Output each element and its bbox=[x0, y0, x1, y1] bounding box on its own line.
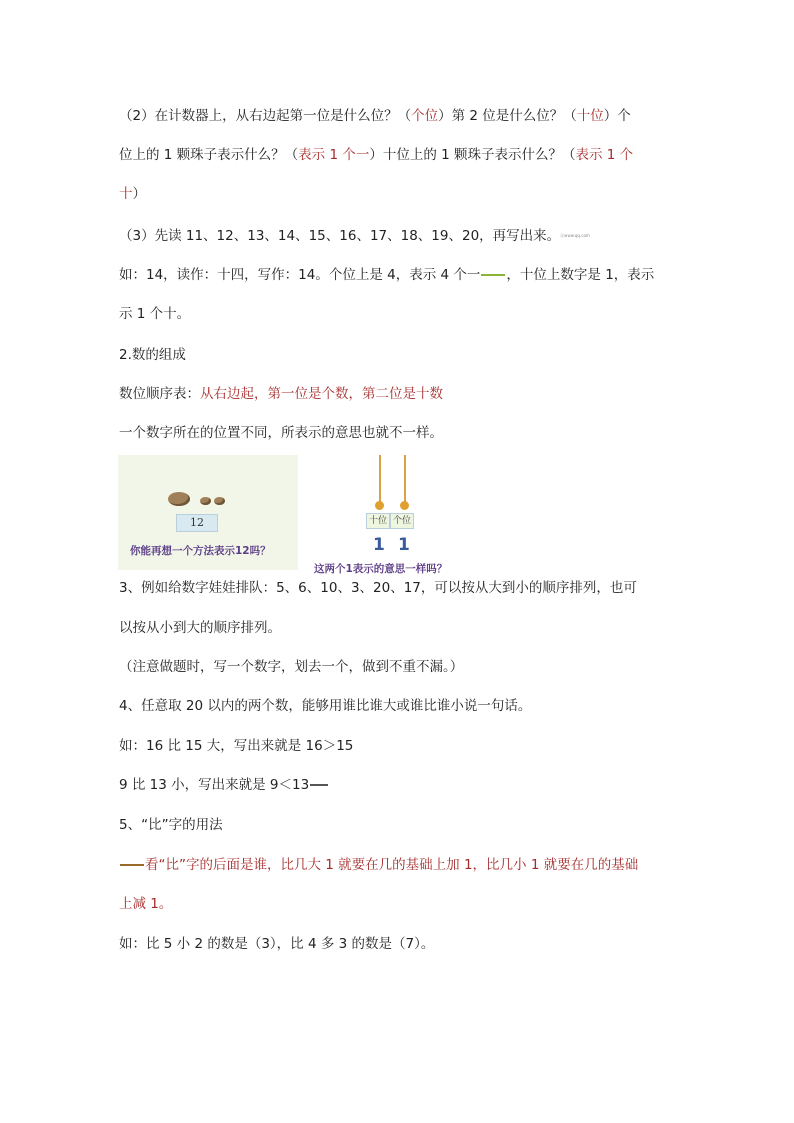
section-3-line-1: 3、例如给数字娃娃排队：5、6、10、3、20、17，可以按从大到小的顺序排列，也可 bbox=[119, 580, 637, 596]
order-rule: 从右边起，第一位是个数，第二位是十数 bbox=[200, 386, 443, 402]
answer-one-unit: 表示 1 个一 bbox=[298, 147, 370, 163]
tens-bead-icon bbox=[375, 501, 384, 510]
section-3-note: （注意做题时，写一个数字，划去一个，做到不重不漏。） bbox=[119, 659, 464, 675]
label: 数位顺序表： bbox=[119, 386, 200, 402]
tens-rod bbox=[379, 455, 381, 503]
text: 9 比 13 小，写出来就是 9＜13 bbox=[119, 777, 310, 793]
text: ）个 bbox=[603, 108, 631, 124]
text: 位上的 1 颗珠子表示什么？（ bbox=[119, 147, 299, 163]
section-5-rule-line-1 bbox=[119, 855, 638, 875]
section-2-title: 2.数的组成 bbox=[119, 347, 186, 363]
text: 如：14，读作：十四，写作：14。个位上是 4，表示 4 个一 bbox=[119, 267, 481, 283]
section-5-rule-line-2: 上减 1。 bbox=[119, 896, 173, 912]
tens-digit: 1 bbox=[373, 535, 385, 555]
stones-panel bbox=[118, 455, 298, 570]
text: 看“比”字的后面是谁，比几大 1 就要在几的基础上加 1，比几小 1 就要在几的基础 bbox=[145, 857, 639, 873]
small-stone-icon bbox=[200, 497, 211, 505]
paragraph-2-line-3 bbox=[119, 184, 146, 204]
place-value-figure bbox=[118, 455, 458, 575]
right-caption: 这两个1表示的意思一样吗？ bbox=[314, 563, 448, 575]
big-stone-icon bbox=[168, 492, 190, 506]
paragraph-2-line-1 bbox=[119, 106, 631, 126]
tens-place-label: 十位 bbox=[366, 513, 390, 529]
text: ）第 2 位是什么位？（ bbox=[438, 108, 577, 124]
section-4-example-2 bbox=[119, 775, 329, 795]
text: ）十位上的 1 颗珠子表示什么？（ bbox=[369, 147, 576, 163]
paragraph-3-line-1 bbox=[119, 226, 590, 246]
number-box: 12 bbox=[176, 514, 218, 532]
ones-digit: 1 bbox=[398, 535, 410, 555]
section-5-example: 如：比 5 小 2 的数是（3），比 4 多 3 的数是（7）。 bbox=[119, 936, 435, 952]
paragraph-2-line-2 bbox=[119, 145, 633, 165]
section-5-title: 5、“比”字的用法 bbox=[119, 817, 223, 833]
text: （2）在计数器上，从右边起第一位是什么位？（ bbox=[119, 108, 412, 124]
paragraph-3-line-3 bbox=[119, 304, 190, 324]
section-2-note: 一个数字所在的位置不同，所表示的意思也就不一样。 bbox=[119, 425, 443, 441]
text: ，十位上数字是 1，表示 bbox=[506, 267, 655, 283]
blank-marker bbox=[310, 784, 328, 786]
left-caption: 你能再想一个方法表示12吗？ bbox=[130, 545, 271, 557]
blank-marker bbox=[120, 864, 144, 866]
answer-one-ten-b: 十 bbox=[119, 186, 133, 202]
text: ） bbox=[132, 186, 146, 202]
answer-ones-place: 个位 bbox=[411, 108, 439, 124]
small-stone-icon bbox=[214, 497, 225, 505]
place-value-order bbox=[119, 384, 443, 404]
text: 示 1 个十。 bbox=[119, 306, 191, 322]
watermark-text: Ⓐwww.qq.com bbox=[560, 233, 590, 238]
ones-rod bbox=[404, 455, 406, 503]
answer-tens-place: 十位 bbox=[576, 108, 604, 124]
text: （3）先读 11、12、13、14、15、16、17、18、19、20，再写出来。 bbox=[119, 228, 561, 244]
abacus-panel bbox=[348, 455, 458, 575]
ones-place-label: 个位 bbox=[390, 513, 414, 529]
answer-one-ten-a: 表示 1 个 bbox=[575, 147, 634, 163]
section-4-example-1: 如：16 比 15 大，写出来就是 16＞15 bbox=[119, 738, 354, 754]
blank-marker bbox=[481, 274, 505, 276]
ones-bead-icon bbox=[400, 501, 409, 510]
section-4-line-1: 4、任意取 20 以内的两个数，能够用谁比谁大或谁比谁小说一句话。 bbox=[119, 698, 532, 714]
section-3-line-2: 以按从小到大的顺序排列。 bbox=[119, 620, 281, 636]
paragraph-3-line-2 bbox=[119, 265, 654, 285]
